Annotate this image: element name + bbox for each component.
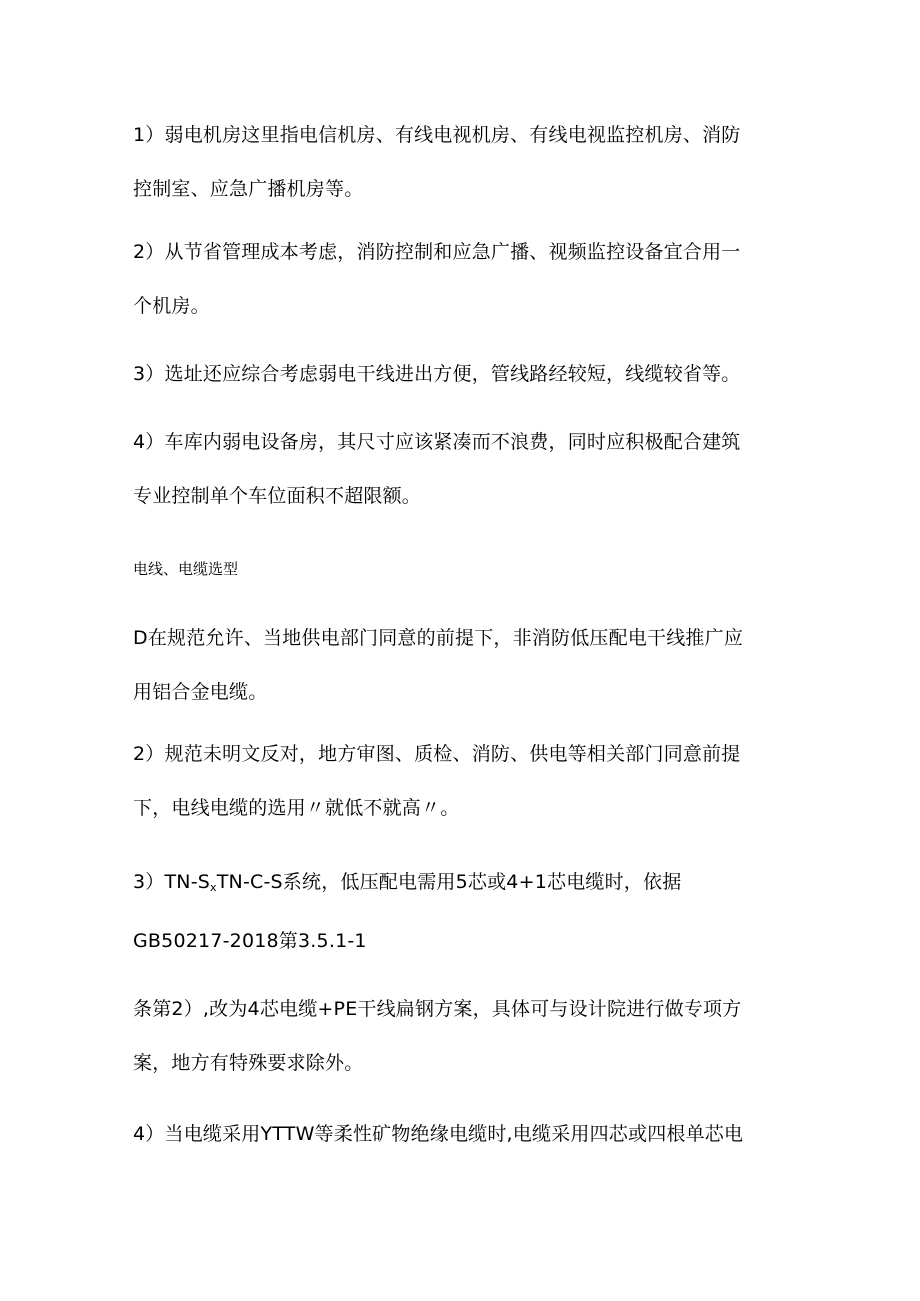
paragraph-4 — [133, 415, 783, 523]
paragraph-line: D在规范允许、当地供电部门同意的前提下，非消防低压配电干线推广应 — [133, 627, 744, 649]
paragraph-line: 1）弱电机房这里指电信机房、有线电视机房、有线电视监控机房、消防 — [133, 124, 741, 146]
paragraph-line — [133, 855, 783, 915]
paragraph-line: 专业控制单个车位面积不超限额。 — [133, 485, 422, 507]
paragraph-6 — [133, 727, 783, 835]
paragraph-line: 3）选址还应综合考虑弱电干线进出方便，管线路经较短，线缆较省等。 — [133, 363, 741, 385]
paragraph-10 — [133, 1107, 783, 1161]
text-run: TN-C-S系统，低压配电需用5芯或4+1芯电缆时，依据 — [216, 871, 682, 893]
paragraph-3 — [133, 347, 783, 401]
subscript-text: x — [210, 881, 217, 894]
paragraph-line: 2）规范未明文反对，地方审图、质检、消防、供电等相关部门同意前提 — [133, 743, 741, 765]
text-run: 3）TN-S — [133, 871, 211, 893]
paragraph-1 — [133, 108, 783, 216]
paragraph-line: 条第2）,改为4芯电缆+PE干线扁钢方案，具体可与设计院进行做专项方 — [133, 998, 742, 1020]
paragraph-line: 案，地方有特殊要求除外。 — [133, 1052, 364, 1074]
paragraph-7 — [133, 855, 783, 915]
paragraph-9 — [133, 982, 783, 1090]
paragraph-line: 2）从节省管理成本考虑，消防控制和应急广播、视频监控设备宜合用一 — [133, 241, 741, 263]
paragraph-line: 用铝合金电缆。 — [133, 681, 268, 703]
paragraph-line: 下，电线电缆的选用〃就低不就高〃。 — [133, 797, 460, 819]
paragraph-line: GB50217-2018第3.5.1-1 — [133, 930, 367, 952]
paragraph-2 — [133, 225, 783, 333]
section-heading: 电线、电缆选型 — [133, 560, 239, 578]
paragraph-line: 4）当电缆采用YTTW等柔性矿物绝缘电缆时,电缆采用四芯或四根单芯电 — [133, 1123, 744, 1145]
paragraph-line: 个机房。 — [133, 295, 210, 317]
paragraph-5 — [133, 611, 783, 719]
paragraph-line: 控制室、应急广播机房等。 — [133, 178, 364, 200]
paragraph-line: 4）车库内弱电设备房，其尺寸应该紧凑而不浪费，同时应积极配合建筑 — [133, 431, 741, 453]
paragraph-8 — [133, 914, 783, 968]
